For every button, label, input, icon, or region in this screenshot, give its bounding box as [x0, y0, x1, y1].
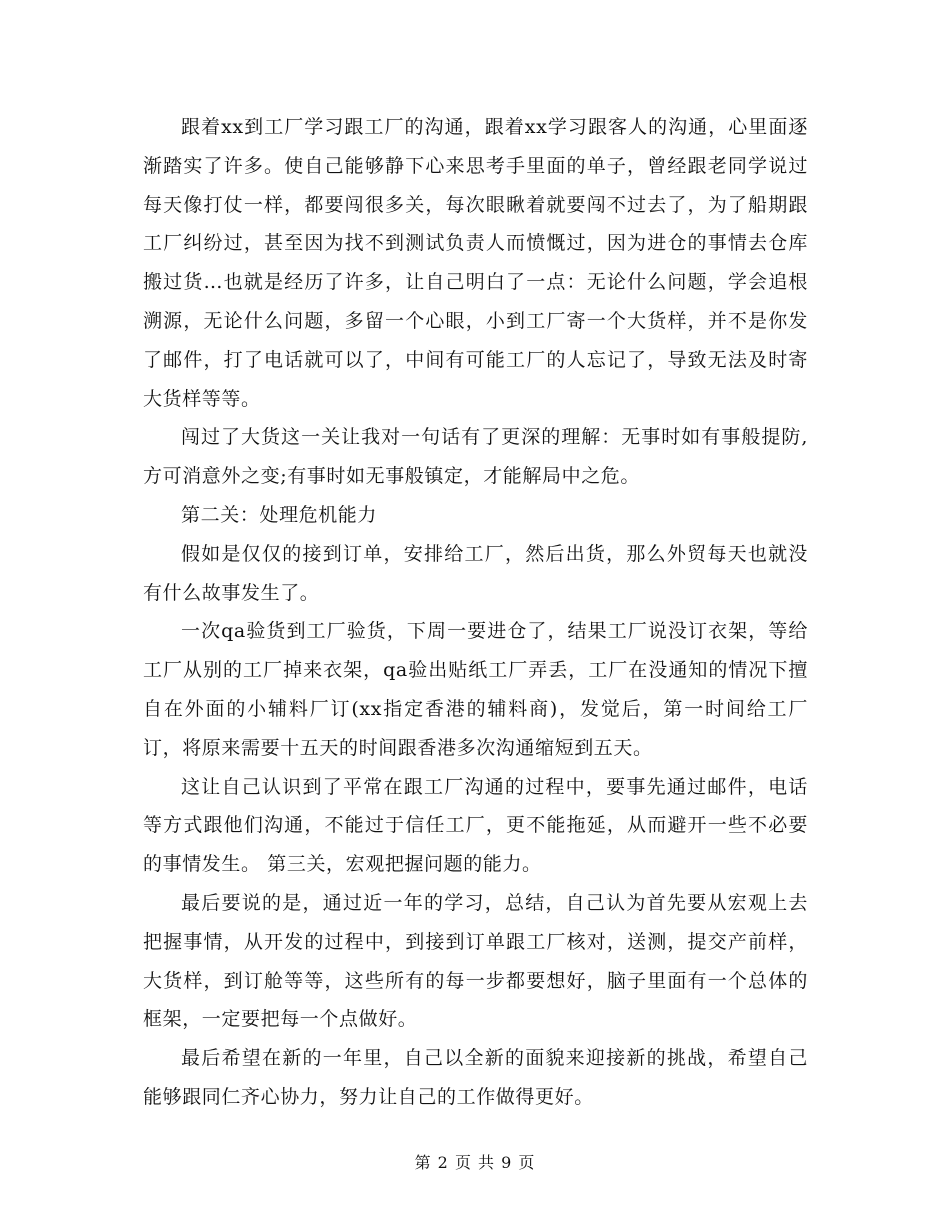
paragraph-crisis-intro: 假如是仅仅的接到订单，安排给工厂，然后出货，那么外贸每天也就没有什么故事发生了。: [143, 542, 808, 604]
paragraph-factory-communication: 跟着xx到工厂学习跟工厂的沟通，跟着xx学习跟客人的沟通，心里面逐渐踏实了许多。使自己能够静下心来思考手里面的单子，曾经跟老同学说过每天像打仗一样，都要闯很多关，每次眼瞅着就要闯不过去了，为了船期跟工厂纠纷过，甚至因为找不到测试负责人而愤慨过，因为进仓的事情去仓库搬过货…也就是经历了许多，让自己明白了一点：无论什么问题，学会追根溯源，无论什么问题，多留一个心眼，小到工厂寄一个大货样，并不是你发了邮件，打了电话就可以了，中间有可能工厂的人忘记了，导致无法及时寄大货样等等。: [143, 116, 808, 410]
paragraph-closing-wish: 最后希望在新的一年里，自己以全新的面貌来迎接新的挑战，希望自己能够跟同仁齐心协力，努力让自己的工作做得更好。: [143, 1047, 808, 1108]
paragraph-qa-inspection: 一次qa验货到工厂验货，下周一要进仓了，结果工厂说没订衣架，等给工厂从别的工厂掉来衣架，qa验出贴纸工厂弄丢，工厂在没通知的情况下擅自在外面的小辅料厂订(xx指定香港的辅料商)，发觉后，第一时间给工厂订，将原来需要十五天的时间跟香港多次沟通缩短到五天。: [143, 620, 808, 759]
paragraph-communication-lesson: 这让自己认识到了平常在跟工厂沟通的过程中，要事先通过邮件，电话等方式跟他们沟通，不能过于信任工厂，更不能拖延，从而避开一些不必要的事情发生。 第三关，宏观把握问题的能力。: [143, 775, 808, 876]
page-number-footer: 第 2 页 共 9 页: [414, 1153, 536, 1172]
paragraph-bulk-goods-lesson: 闯过了大货这一关让我对一句话有了更深的理解：无事时如有事般提防,方可消意外之变;有事时如无事般镇定，才能解局中之危。: [143, 426, 808, 488]
section-heading-crisis-handling: 第二关：处理危机能力: [181, 503, 378, 526]
paragraph-macro-view: 最后要说的是，通过近一年的学习，总结，自己认为首先要从宏观上去把握事情，从开发的过程中，到接到订单跟工厂核对，送测，提交产前样，大货样，到订舱等等，这些所有的每一步都要想好，脑子里面有一个总体的框架，一定要把每一个点做好。: [143, 891, 808, 1031]
document-body: [143, 108, 808, 1117]
